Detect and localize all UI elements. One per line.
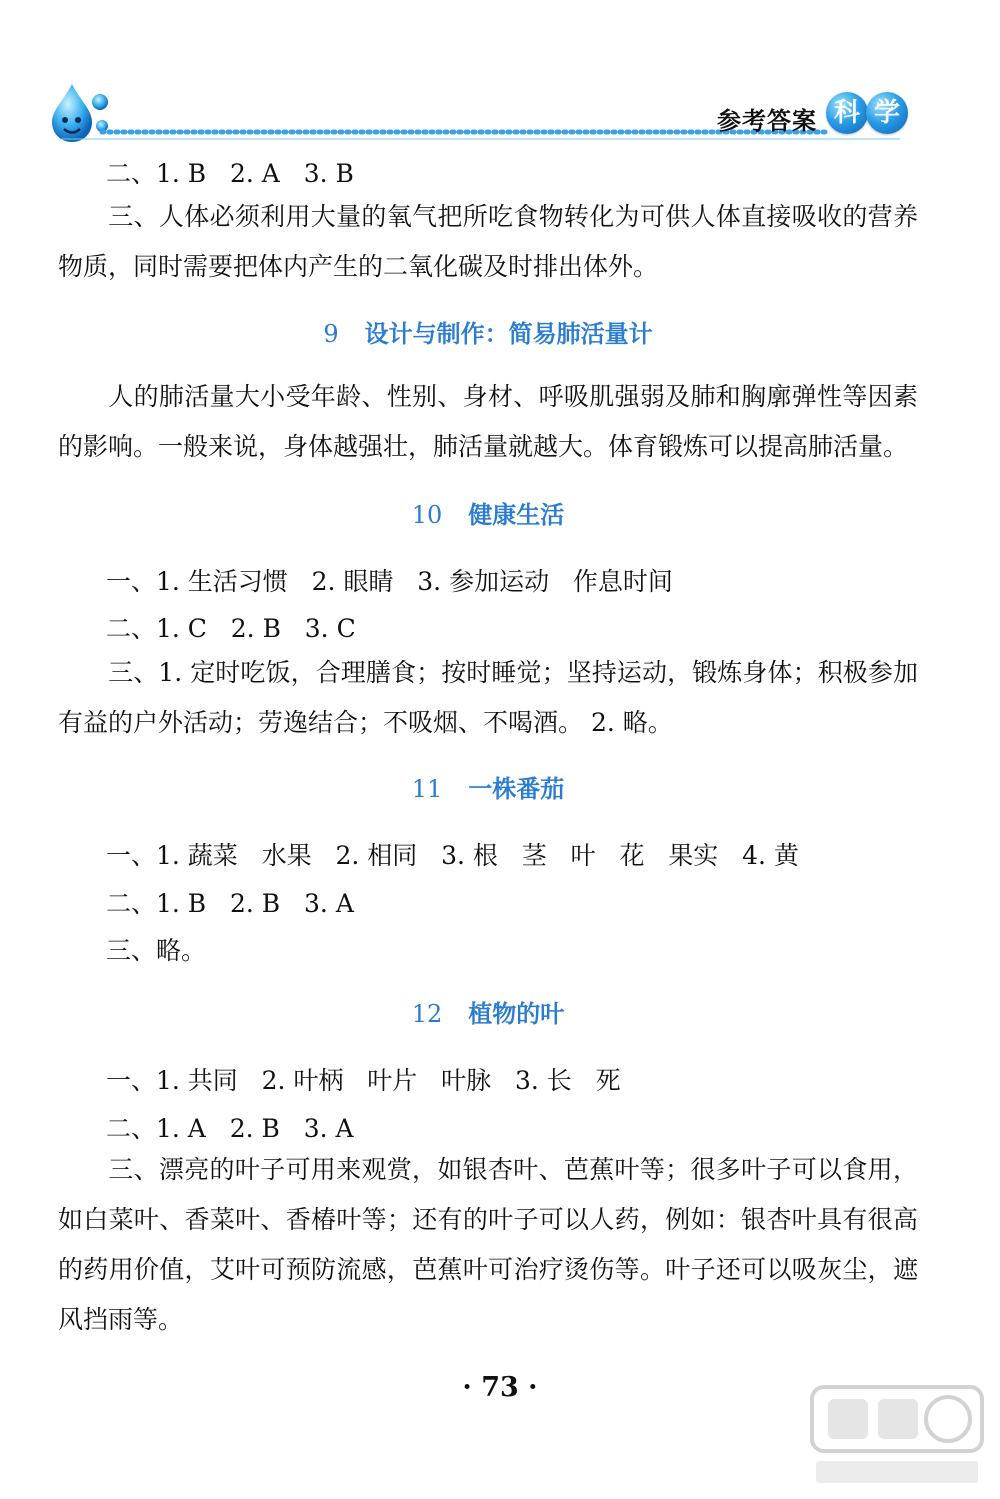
answer-line: 二、1. C 2. B 3. C [106, 614, 356, 643]
answer-paragraph: 人的肺活量大小受年龄、性别、身材、呼吸肌强弱及肺和胸廓弹性等因素的影响。一般来说，身体越强壮，肺活量就越大。体育锻炼可以提高肺活量。 [58, 382, 918, 461]
watermark-logo-icon [802, 1381, 992, 1491]
page-number: · 73 · [462, 1372, 538, 1403]
header-label: 参考答案 [717, 107, 817, 135]
subject-badge-char-2: 学 [866, 92, 908, 134]
answer-paragraph: 三、人体必须利用大量的氧气把所吃食物转化为可供人体直接吸收的营养物质，同时需要把体内产生的二氧化碳及时排出体外。 [58, 202, 918, 281]
subject-badge [826, 92, 916, 138]
answer-line: 三、略。 [106, 936, 207, 965]
answer-line: 二、1. A 2. B 3. A [106, 1114, 354, 1143]
answer-line: 一、1. 共同 2. 叶柄 叶片 叶脉 3. 长 死 [106, 1066, 621, 1095]
answer-paragraph: 三、1. 定时吃饭，合理膳食；按时睡觉；坚持运动，锻炼身体；积极参加有益的户外活动；劳逸结合；不吸烟、不喝酒。 2. 略。 [58, 658, 918, 737]
answer-paragraph: 三、漂亮的叶子可用来观赏，如银杏叶、芭蕉叶等；很多叶子可以食用，如白菜叶、香菜叶、香椿叶等；还有的叶子可以人药，例如：银杏叶具有很高的药用价值，艾叶可预防流感，芭蕉叶可治疗烫伤等。叶子还可以吸灰尘，遮风挡雨等。 [58, 1155, 918, 1334]
section-heading: 11 一株番茄 [411, 775, 565, 803]
subject-badge-char-1: 科 [826, 92, 868, 134]
section-heading: 12 植物的叶 [411, 1000, 565, 1028]
answer-line: 二、1. B 2. B 3. A [106, 889, 354, 918]
answer-line: 一、1. 蔬菜 水果 2. 相同 3. 根 茎 叶 花 果实 4. 黄 [106, 841, 799, 870]
page-header [0, 0, 1000, 150]
answer-line: 二、1. B 2. A 3. B [106, 159, 354, 188]
answer-line: 一、1. 生活习惯 2. 眼睛 3. 参加运动 作息时间 [106, 567, 673, 596]
section-heading: 10 健康生活 [411, 501, 565, 529]
section-heading: 9 设计与制作：简易肺活量计 [323, 320, 653, 348]
